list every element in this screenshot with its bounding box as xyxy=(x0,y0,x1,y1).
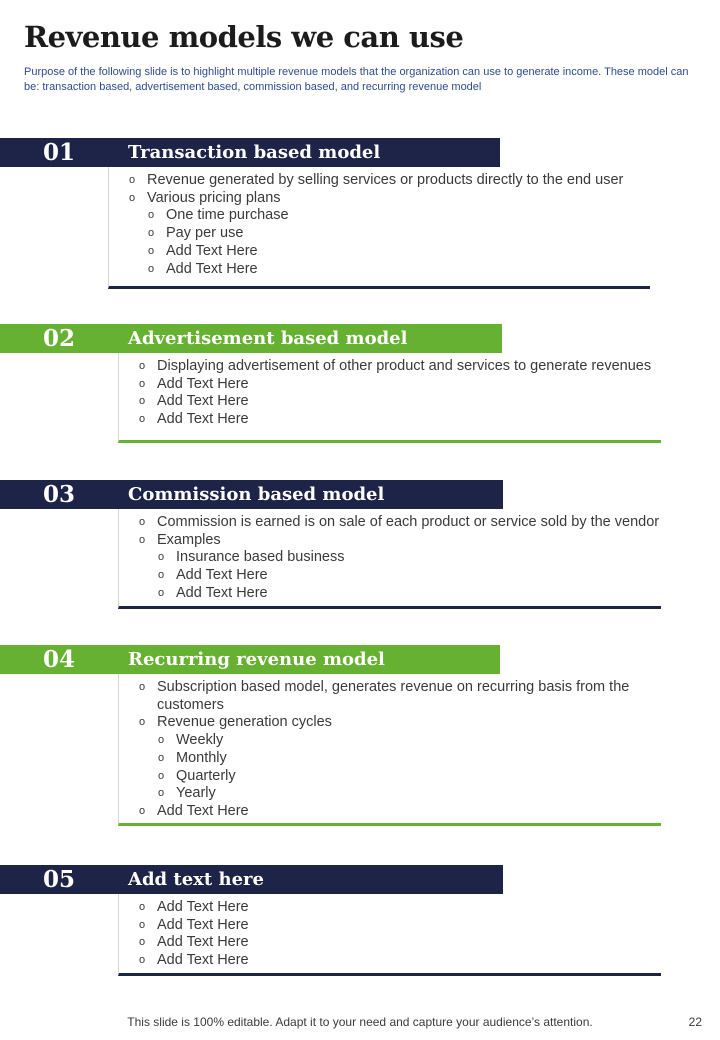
bullet-list xyxy=(119,353,661,429)
section-header xyxy=(0,865,503,894)
bullet-icon: o xyxy=(139,716,146,729)
list-item-text: Yearly xyxy=(176,785,216,802)
bullet-list xyxy=(109,167,650,278)
list-item xyxy=(119,358,661,376)
list-item xyxy=(119,514,661,532)
bullet-icon: o xyxy=(148,244,155,257)
bullet-icon: o xyxy=(139,360,146,372)
bullet-icon: o xyxy=(158,551,165,564)
sub-list-item xyxy=(119,750,661,768)
list-item-text: Add Text Here xyxy=(157,375,249,392)
list-item xyxy=(119,934,661,952)
sub-list-item xyxy=(109,261,650,279)
sub-list-item xyxy=(119,785,661,803)
footer-note: This slide is 100% editable. Adapt it to your need and capture your audience’s attention. xyxy=(127,1015,593,1029)
section-header xyxy=(0,480,503,509)
bullet-icon: o xyxy=(158,569,165,582)
list-item xyxy=(109,172,650,190)
page-title: Revenue models we can use xyxy=(24,20,464,54)
section-title: Recurring revenue model xyxy=(128,649,385,670)
list-item xyxy=(119,899,661,917)
list-item xyxy=(119,393,661,411)
bullet-icon: o xyxy=(139,901,146,913)
sub-list-item xyxy=(109,243,650,261)
list-item-text: Displaying advertisement of other product and services to generate revenues xyxy=(157,358,652,374)
sub-list-item xyxy=(119,768,661,786)
list-item-text: Weekly xyxy=(176,732,224,749)
list-item-text: One time purchase xyxy=(166,207,289,224)
list-item-text: Add Text Here xyxy=(157,934,249,951)
list-item xyxy=(119,376,661,394)
list-item xyxy=(119,917,661,935)
list-item-text: Add Text Here xyxy=(157,411,249,428)
section-title: Commission based model xyxy=(128,484,385,505)
list-item-text: Quarterly xyxy=(176,767,236,784)
bullet-list xyxy=(119,674,661,821)
bullet-icon: o xyxy=(139,918,146,931)
list-item-text: Insurance based business xyxy=(176,549,345,566)
list-item-text: Commission is earned is on sale of each product or service sold by the vendor xyxy=(157,514,660,530)
section-title: Add text here xyxy=(128,869,264,890)
list-item-text: Add Text Here xyxy=(176,567,268,584)
list-item xyxy=(119,411,661,429)
bullet-icon: o xyxy=(129,191,136,204)
list-item-text: Revenue generation cycles xyxy=(157,714,332,731)
bullet-icon: o xyxy=(139,377,146,390)
bullet-icon: o xyxy=(139,413,146,426)
section-number: 02 xyxy=(42,325,75,352)
sub-list-item xyxy=(109,207,650,225)
section-number: 05 xyxy=(42,866,75,893)
bullet-icon: o xyxy=(158,586,165,599)
sub-list-item xyxy=(119,549,661,567)
sub-list-item xyxy=(109,225,650,243)
bullet-icon: o xyxy=(158,734,165,747)
sub-list-item xyxy=(119,585,661,603)
bullet-icon: o xyxy=(139,804,146,817)
list-item xyxy=(119,679,661,714)
section-number: 04 xyxy=(42,646,75,673)
section-header xyxy=(0,138,500,167)
section-body xyxy=(118,894,661,976)
section-header xyxy=(0,324,502,353)
list-item-text: Examples xyxy=(157,531,221,548)
bullet-icon: o xyxy=(139,533,146,546)
list-item xyxy=(109,190,650,208)
section-number: 01 xyxy=(42,139,75,166)
bullet-icon: o xyxy=(139,516,146,528)
sub-list-item xyxy=(119,567,661,585)
list-item-text: Add Text Here xyxy=(157,952,249,969)
bullet-icon: o xyxy=(139,936,146,949)
page-subtitle: Purpose of the following slide is to highlight multiple revenue models that the organization can use to generate income. These model can be: transaction based, advertisement based, commission based, and recurring revenue model xyxy=(24,66,689,93)
list-item xyxy=(119,714,661,732)
section-body xyxy=(118,674,661,826)
list-item-text: Revenue generated by selling services or products directly to the end user xyxy=(147,172,624,188)
section-header xyxy=(0,645,500,674)
section-title: Transaction based model xyxy=(128,142,381,163)
bullet-icon: o xyxy=(158,769,165,782)
section-body xyxy=(108,167,650,289)
list-item-text: Add Text Here xyxy=(157,802,249,819)
list-item-text: Monthly xyxy=(176,749,227,766)
list-item-text: Add Text Here xyxy=(157,916,249,933)
bullet-icon: o xyxy=(139,681,146,693)
section-title: Advertisement based model xyxy=(128,328,408,349)
list-item-text: Subscription based model, generates revenue on recurring basis from the customers xyxy=(157,679,630,713)
list-item-text: Add Text Here xyxy=(176,584,268,601)
bullet-icon: o xyxy=(148,262,155,275)
bullet-icon: o xyxy=(139,954,146,967)
list-item-text: Add Text Here xyxy=(166,242,258,259)
list-item-text: Add Text Here xyxy=(157,899,249,915)
sub-list-item xyxy=(119,732,661,750)
bullet-icon: o xyxy=(129,174,136,186)
bullet-icon: o xyxy=(148,209,155,222)
bullet-list xyxy=(119,894,661,970)
bullet-icon: o xyxy=(148,227,155,240)
bullet-list xyxy=(119,509,661,603)
list-item-text: Pay per use xyxy=(166,225,244,242)
section-body xyxy=(118,353,661,443)
list-item-text: Add Text Here xyxy=(166,260,258,277)
section-body xyxy=(118,509,661,609)
section-number: 03 xyxy=(42,481,75,508)
bullet-icon: o xyxy=(139,395,146,408)
list-item-text: Add Text Here xyxy=(157,393,249,410)
bullet-icon: o xyxy=(158,787,165,800)
page-number: 22 xyxy=(688,1015,702,1029)
list-item xyxy=(119,803,661,821)
list-item xyxy=(119,952,661,970)
list-item xyxy=(119,532,661,550)
bullet-icon: o xyxy=(158,751,165,764)
list-item-text: Various pricing plans xyxy=(147,189,281,206)
